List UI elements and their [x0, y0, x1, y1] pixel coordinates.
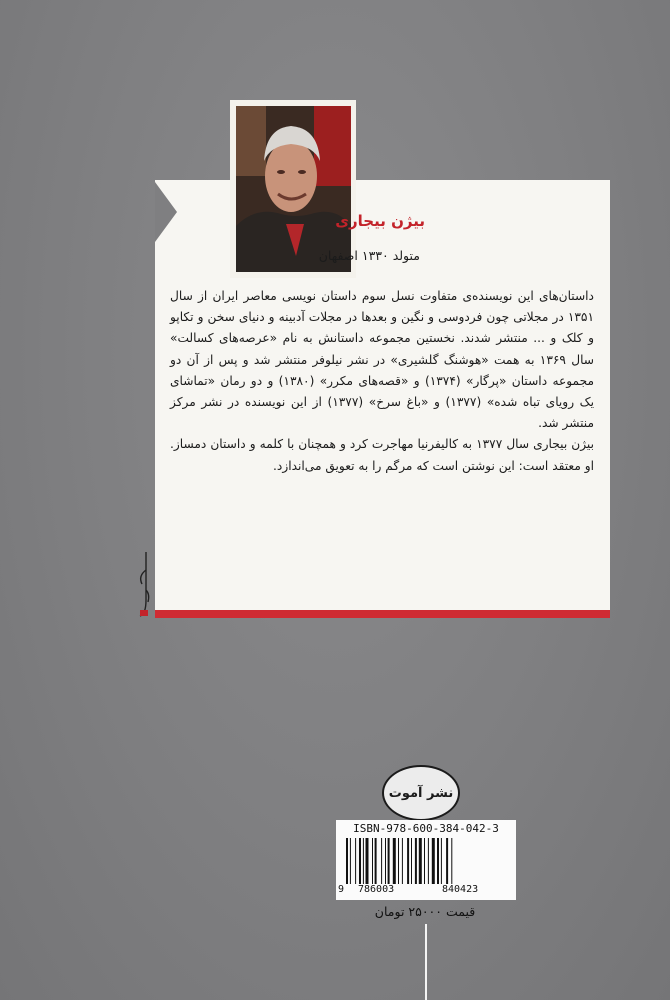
- barcode-bar: [411, 838, 412, 884]
- barcode-digits-left: 786003: [358, 884, 395, 895]
- publisher-logo-text: نشر آموت: [388, 785, 454, 801]
- barcode-digit-lead: 9: [338, 884, 345, 895]
- barcode-bar: [424, 838, 425, 884]
- barcode-bar: [346, 838, 348, 884]
- barcode-bars: [344, 838, 508, 884]
- barcode-bar: [359, 838, 361, 884]
- barcode-bar: [437, 838, 439, 884]
- barcode-bar: [350, 838, 351, 884]
- isbn-barcode: [336, 820, 516, 900]
- barcode-bar: [355, 838, 356, 884]
- barcode-bar: [407, 838, 409, 884]
- publisher-logo: [382, 765, 460, 821]
- barcode-bar: [415, 838, 417, 884]
- barcode-bar: [381, 838, 382, 884]
- barcode-bar: [366, 838, 369, 884]
- barcode-bar: [432, 838, 435, 884]
- bio-paragraph-2: بیژن بیجاری سال ۱۳۷۷ به کالیفرنیا مهاجرت کرد و همچنان با کلمه و داستان دمساز. او معتقد است: این نوشتن است که مرگم را به تعویق می‌اندازد.: [170, 437, 594, 473]
- barcode-bar: [441, 838, 442, 884]
- barcode-bar: [428, 838, 429, 884]
- barcode-bar: [393, 838, 396, 884]
- price-divider: [425, 924, 427, 1000]
- price-label: قیمت ۲۵۰۰۰ تومان: [374, 904, 476, 919]
- author-birth: متولد ۱۳۳۰ اصفهان: [318, 248, 420, 263]
- barcode-bar: [372, 838, 373, 884]
- panel-accent-bar: [155, 610, 610, 618]
- barcode-bar: [385, 838, 386, 884]
- barcode-bar: [419, 838, 422, 884]
- barcode-bar: [451, 838, 452, 884]
- bio-paragraph-1: داستان‌های این نویسنده‌ی متفاوت نسل سوم داستان نویسی معاصر ایران از سال ۱۳۵۱ در مجلاتی چون فردوسی و نگین و بعدها در مجلات آدبینه و دنیای سخن و تکاپو و کلک و ... منتشر شدند. نخستین مجموعه داستانش به نام «عرصه‌های کسالت» سال ۱۳۶۹ به همت «هوشنگ گلشیری» در نشر نیلوفر منتشر شد و پس از آن دو مجموعه داستان «پرگار» (۱۳۷۴) و «قصه‌های مکرر» (۱۳۸۰) و دو رمان «تماشای یک رویای تباه شده» (۱۳۷۷) و «باغ سرخ» (۱۳۷۷) از این نویسنده در نشر مرکز منتشر شد.: [170, 289, 594, 431]
- barcode-bar: [402, 838, 403, 884]
- panel-notch: [155, 182, 177, 242]
- barcode-bar: [388, 838, 390, 884]
- barcode-bar: [398, 838, 399, 884]
- author-name: بیژن بیجاری: [335, 212, 425, 230]
- spine-logo-icon: [136, 550, 152, 620]
- barcode-bar: [446, 838, 448, 884]
- barcode-bar: [375, 838, 377, 884]
- isbn-number: ISBN-978-600-384-042-3: [353, 822, 499, 835]
- barcode-bar: [363, 838, 364, 884]
- author-biography: [170, 286, 594, 477]
- barcode-digits-right: 840423: [442, 884, 479, 895]
